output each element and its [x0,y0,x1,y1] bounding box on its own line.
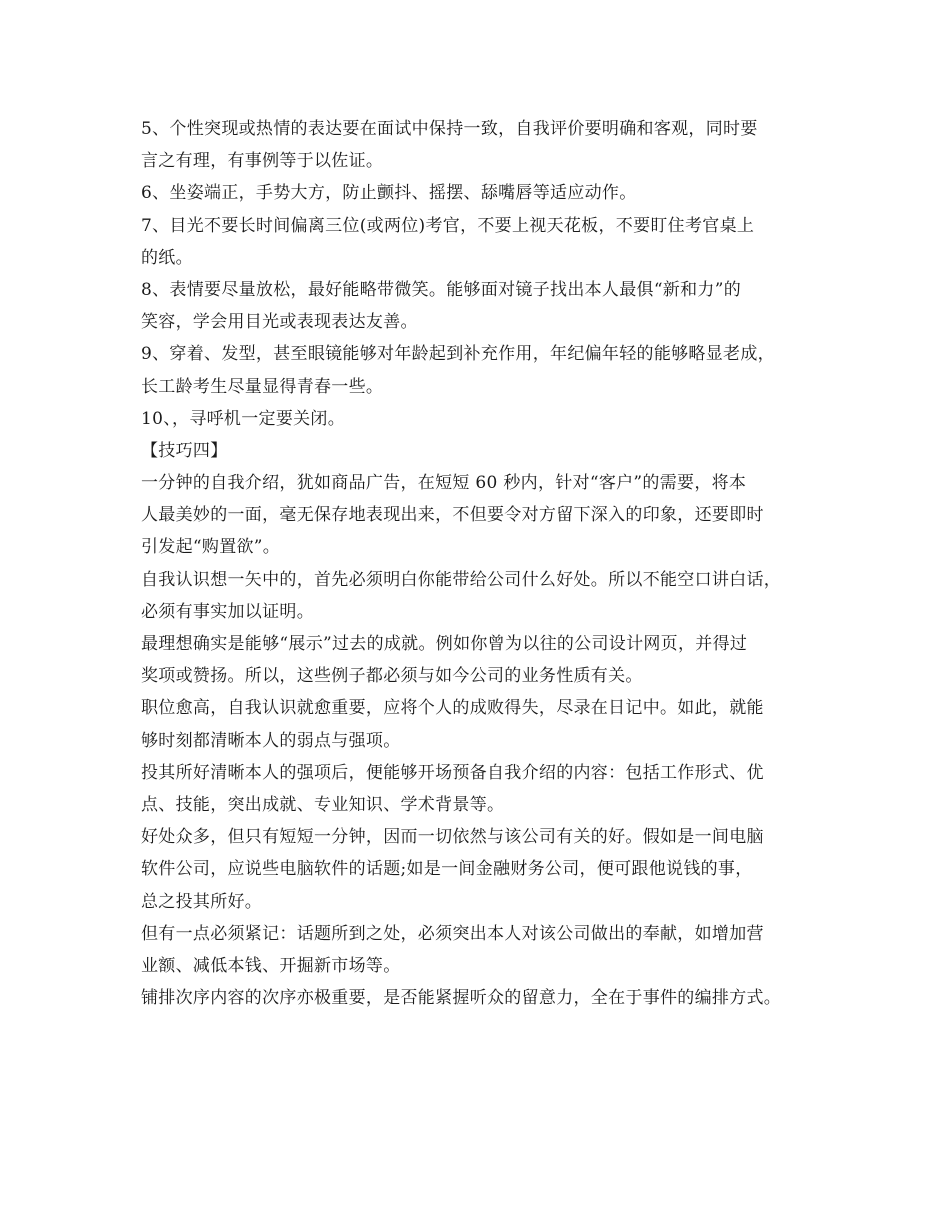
text-line: 10、，寻呼机一定要关闭。 [141,408,346,429]
text-line: 铺排次序内容的次序亦极重要，是否能紧握听众的留意力，全在于事件的编排方式。 [141,988,782,1009]
text-line: 人最美妙的一面，毫无保存地表现出来，不但要令对方留下深入的印象，还要即时 [141,505,764,526]
section-heading: 【技巧四】 [141,440,228,461]
text-line: 7、目光不要长时间偏离三位(或两位)考官，不要上视天花板，不要盯住考官桌上 [141,215,755,236]
text-line: 投其所好清晰本人的强项后，便能够开场预备自我介绍的内容：包括工作形式、优 [141,762,764,783]
text-line: 9、穿着、发型，甚至眼镜能够对年龄起到补充作用，年纪偏年轻的能够略显老成， [141,344,775,365]
text-line: 8、表情要尽量放松，最好能略带微笑。能够面对镜子找出本人最俱“新和力”的 [141,279,741,300]
document-body [141,113,831,1014]
text-line: 软件公司，应说些电脑软件的话题;如是一间金融财务公司，便可跟他说钱的事， [141,859,753,880]
text-line: 的纸。 [141,247,193,268]
text-line: 必须有事实加以证明。 [141,601,314,622]
text-line: 言之有理，有事例等于以佐证。 [141,151,384,172]
text-line: 但有一点必须紧记：话题所到之处，必须突出本人对该公司做出的奉献，如增加营 [141,923,764,944]
text-line: 奖项或赞扬。所以，这些例子都必须与如今公司的业务性质有关。 [141,666,643,687]
text-line: 一分钟的自我介绍，犹如商品广告，在短短 60 秒内，针对“客户”的需要，将本 [141,473,747,494]
text-line: 总之投其所好。 [141,891,263,912]
text-line: 职位愈高，自我认识就愈重要，应将个人的成败得失，尽录在日记中。如此，就能 [141,698,764,719]
text-line: 长工龄考生尽量显得青春一些。 [141,376,384,397]
text-line: 笑容，学会用目光或表现表达友善。 [141,312,418,333]
text-line: 好处众多，但只有短短一分钟，因而一切依然与该公司有关的好。假如是一间电脑 [141,827,764,848]
text-line: 够时刻都清晰本人的弱点与强项。 [141,730,401,751]
text-line: 业额、减低本钱、开掘新市场等。 [141,955,401,976]
text-line: 最理想确实是能够“展示”过去的成就。例如你曾为以往的公司设计网页，并得过 [141,634,748,654]
text-line: 引发起“购置欲”。 [141,537,281,558]
text-line: 点、技能，突出成就、专业知识、学术背景等。 [141,794,505,815]
text-line: 6、坐姿端正，手势大方，防止颤抖、摇摆、舔嘴唇等适应动作。 [141,183,637,204]
text-line: 自我认识想一矢中的，首先必须明白你能带给公司什么好处。所以不能空口讲白话， [141,569,782,590]
text-line: 5、个性突现或热情的表达要在面试中保持一致，自我评价要明确和客观，同时要 [141,119,758,139]
